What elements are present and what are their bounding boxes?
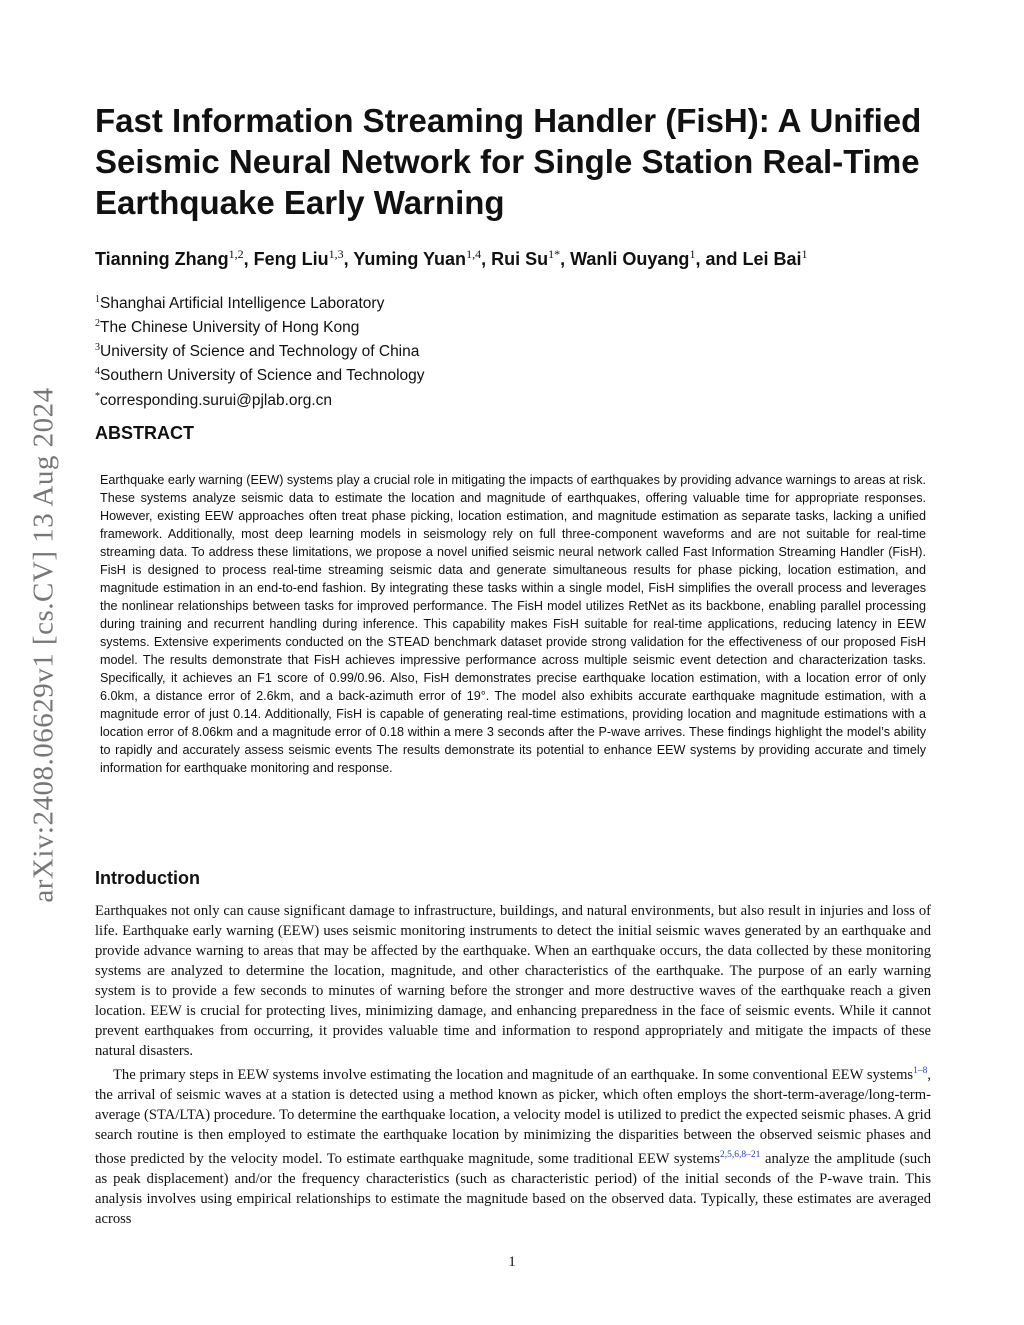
author-affiliation-marker: 1,2 xyxy=(228,247,244,261)
introduction-paragraph-2: The primary steps in EEW systems involve estimating the location and magnitude of an earthquake. In some conventional EEW systems$^{1-8}$, the arrival of seismic waves at a station is detected using a method known as picker, which often employs the short-term-average/long-term-average (STA/LTA) procedure. To determine the earthquake location, a velocity model is utilized to predict the expected seismic phases. A grid search routine is then employed to estimate the earthquake location by minimizing the disparities between the observed seismic phases and those predicted by the velocity model. To estimate earthquake magnitude, some traditional EEW systems$^{2,5,6,8-21}$ analyze the amplitude (such as peak displacement) and/or the frequency characteristics (such as characteristic period) of the initial seconds of the P-wave train. This analysis involves using empirical relationships to estimate the magnitude based on the observed data. Typically, these estimates are averaged across xyxy=(95,1066,932,1227)
affiliation-item: $^4$Southern University of Science and Technology xyxy=(95,366,425,385)
author-affiliation-marker: 1* xyxy=(548,247,561,261)
author-name: Tianning Zhang xyxy=(95,249,229,269)
citation-link[interactable]: 2,5,6,8–21 xyxy=(720,1149,761,1160)
introduction-paragraph-1: Earthquakes not only can cause significant damage to infrastructure, buildings, and natural environments, but also result in injuries and loss of life. Earthquake early warning (EEW) uses seismic monitoring instruments to detect the initial seismic waves generated by an earthquake and provide advance warning to areas that may be affected by the earthquake. When an earthquake occurs, the data collected by these monitoring systems are analyzed to determine the location, magnitude, and other characteristics of the earthquake. The purpose of an early warning system is to provide a few seconds to minutes of warning before the stronger and more destructive waves of the earthquake reach a given location. EEW is crucial for protecting lives, minimizing damage, and enhancing preparedness in the face of seismic events. While it cannot prevent earthquakes from occurring, it provides valuable time and information to respond appropriately and mitigate the impacts of these natural disasters. xyxy=(95,903,931,1059)
abstract-heading: ABSTRACT xyxy=(95,423,194,443)
affiliation-item: $^1$Shanghai Artificial Intelligence Laboratory xyxy=(95,294,385,313)
author-affiliation-marker: 1,4 xyxy=(466,247,482,261)
author-name: Yuming Yuan xyxy=(353,249,467,269)
arxiv-identifier-stamp: arXiv:2408.06629v1 [cs.CV] 13 Aug 2024 xyxy=(27,387,60,903)
abstract-text: Earthquake early warning (EEW) systems play a crucial role in mitigating the impacts of earthquakes by providing advance warnings to areas at risk. These systems analyze seismic data to estimate the location and magnitude of earthquakes, offering valuable time for appropriate responses. However, existing EEW approaches often treat phase picking, location estimation, and magnitude estimation as separate tasks, lacking a unified framework. Additionally, most deep learning models in seismology rely on full three-component waveforms and are not suitable for real-time streaming data. To address these limitations, we propose a novel unified seismic neural network called Fast Information Streaming Handler (FisH). FisH is designed to process real-time streaming seismic data and generate simultaneous results for phase picking, location estimation, and magnitude estimation in an end-to-end fashion. By integrating these tasks within a single model, FisH simplifies the overall process and leverages the nonlinear relationships between tasks for improved performance. The FisH model utilizes RetNet as its backbone, enabling parallel processing during training and recurrent handling during inference. This capability makes FisH suitable for real-time applications, reducing latency in EEW systems. Extensive experiments conducted on the STEAD benchmark dataset provide strong validation for the effectiveness of our proposed FisH model. The results demonstrate that FisH achieves impressive performance across multiple seismic event detection and characterization tasks. Specifically, it achieves an F1 score of 0.99/0.96. Also, FisH demonstrates precise earthquake location estimation, with a location error of only 6.0km, a distance error of 2.6km, and a back-azimuth error of 19°. The model also exhibits accurate earthquake magnitude estimation, with a magnitude error of just 0.14. Additionally, FisH is capable of generating real-time estimations, providing location and magnitude estimations with a location error of 8.06km and a magnitude error of 0.18 within a mere 3 seconds after the P-wave arrives. These findings highlight the model’s ability to rapidly and accurately assess seismic events The results demonstrate its potential to enhance EEW systems by providing accurate and timely information for earthquake monitoring and response. xyxy=(100,473,926,775)
author-affiliation-marker: 1 xyxy=(801,247,808,261)
affiliation-item: $^3$University of Science and Technology of China xyxy=(95,342,420,361)
author-name: Lei Bai xyxy=(742,249,802,269)
page-number: 1 xyxy=(508,1254,516,1270)
author-name: Rui Su xyxy=(491,249,549,269)
author-affiliation-marker: 1 xyxy=(689,247,696,261)
paper-title: Fast Information Streaming Handler (FisH): A Unified Seismic Neural Network for Single Station Real-Time Earthquake Early Warning xyxy=(95,102,922,221)
author-list: Tianning Zhang$^{1,2}$, Feng Liu$^{1,3}$, Yuming Yuan$^{1,4}$, Rui $Su^{1*}$, Wanli Ouyang$^1$, and Lei Bai$^1$ xyxy=(95,247,808,269)
corresponding-email: *corresponding.surui@pjlab.org.cn xyxy=(95,390,333,409)
affiliation-list xyxy=(95,290,795,411)
author-name: Feng Liu xyxy=(253,249,329,269)
introduction-body xyxy=(95,901,931,1229)
citation-link[interactable]: 1–8 xyxy=(913,1066,928,1076)
author-affiliation-marker: 1,3 xyxy=(328,247,344,261)
introduction-heading: Introduction xyxy=(95,868,200,888)
affiliation-item: $^2$The Chinese University of Hong Kong xyxy=(95,318,360,337)
author-name: Wanli Ouyang xyxy=(570,249,690,269)
